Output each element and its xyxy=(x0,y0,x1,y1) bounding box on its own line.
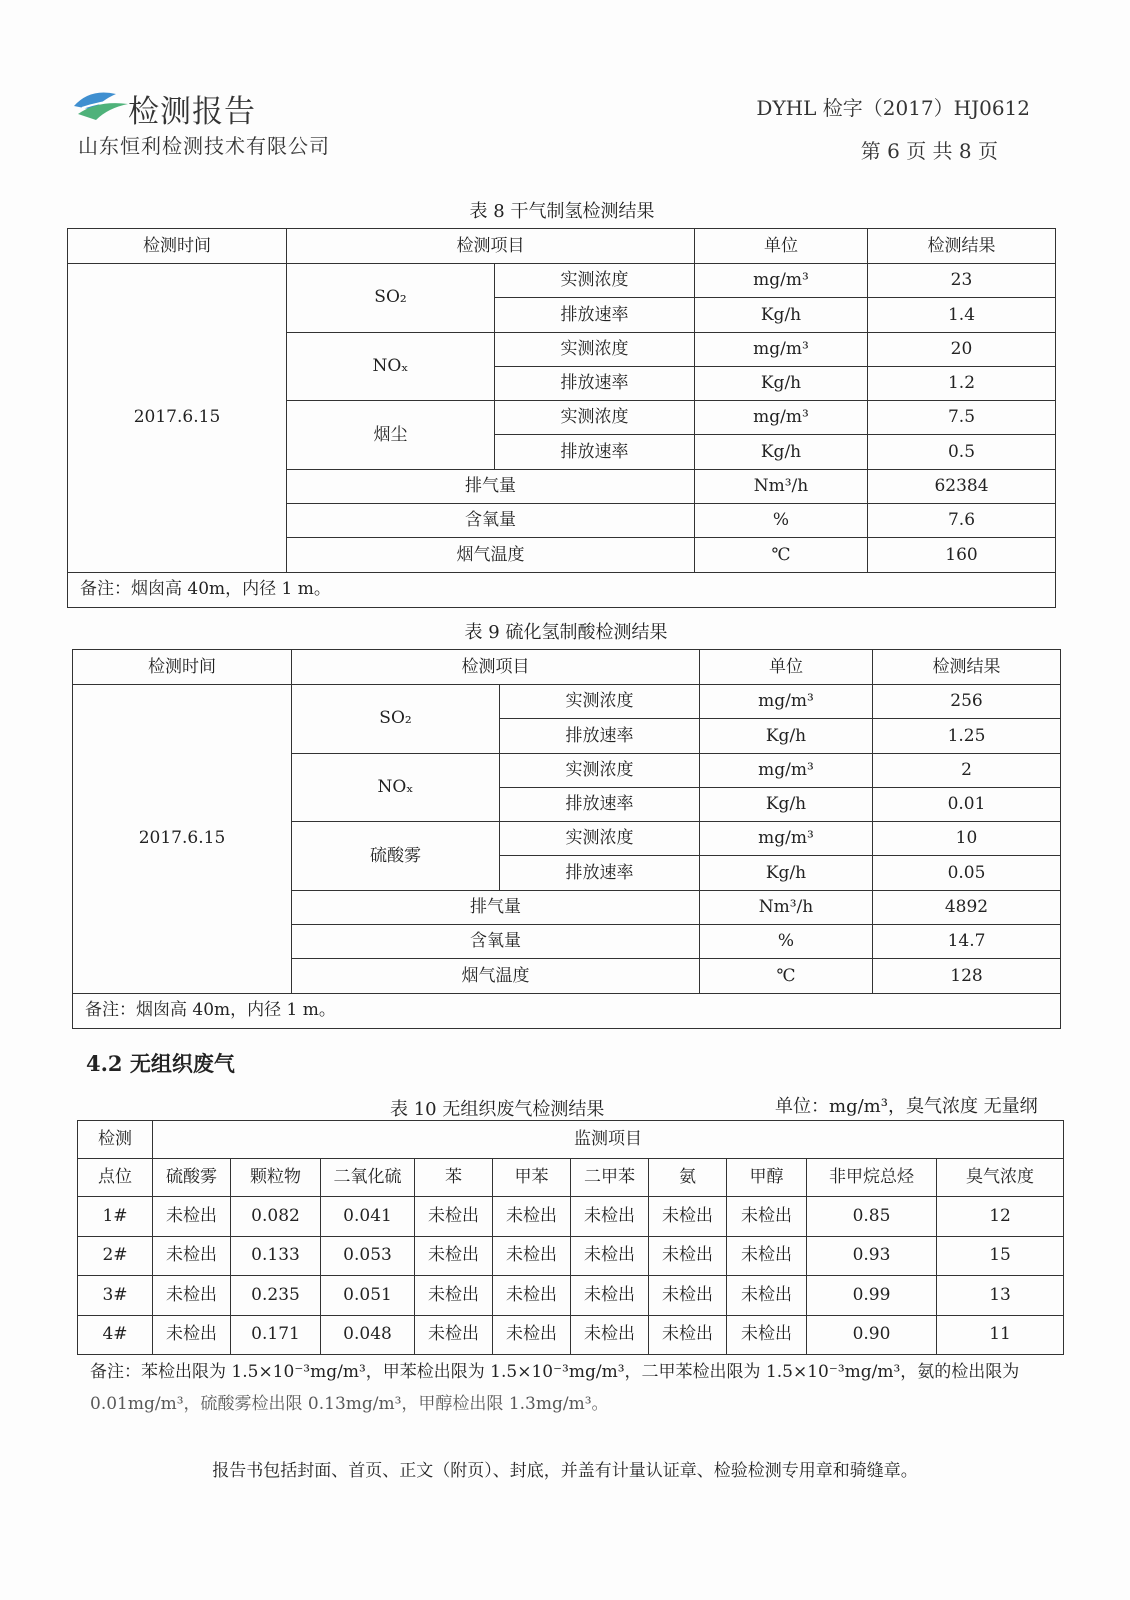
note-row xyxy=(68,572,1056,607)
group-header: 监测项目 xyxy=(153,1121,1064,1159)
point-cell: 2# xyxy=(78,1236,153,1276)
header-row xyxy=(78,1121,1064,1159)
result-cell: 23 xyxy=(868,264,1056,298)
param-name: 排放速率 xyxy=(500,787,700,821)
table10-caption: 表 10 无组织废气检测结果 xyxy=(390,1099,605,1120)
table-row xyxy=(78,1276,1064,1316)
unit-cell: % xyxy=(695,504,868,538)
value-cell: 未检出 xyxy=(727,1197,807,1237)
table10 xyxy=(77,1120,1064,1355)
table-row xyxy=(78,1236,1064,1276)
unit-cell: mg/m³ xyxy=(700,753,873,787)
result-cell: 14.7 xyxy=(873,925,1061,959)
param-name: 排放速率 xyxy=(495,435,695,469)
unit-cell: % xyxy=(700,925,873,959)
unit-cell: ℃ xyxy=(695,538,868,572)
unit-cell: mg/m³ xyxy=(695,401,868,435)
value-cell: 未检出 xyxy=(649,1236,727,1276)
result-cell: 0.01 xyxy=(873,787,1061,821)
table10-note-line2: 0.01mg/m³，硫酸雾检出限 0.13mg/m³，甲醇检出限 1.3mg/m³。 xyxy=(90,1394,609,1414)
table-row xyxy=(68,264,1056,298)
param-name: 排放速率 xyxy=(500,719,700,753)
unit-cell: Kg/h xyxy=(695,298,868,332)
point-header-bottom: 点位 xyxy=(78,1159,153,1197)
unit-cell: mg/m³ xyxy=(700,822,873,856)
item-name: 含氧量 xyxy=(287,504,695,538)
value-cell: 0.048 xyxy=(321,1315,415,1355)
point-cell: 1# xyxy=(78,1197,153,1237)
result-cell: 1.4 xyxy=(868,298,1056,332)
pollutant-name: SO₂ xyxy=(287,264,495,333)
result-cell: 4892 xyxy=(873,890,1061,924)
logo-title: 检测报告 xyxy=(128,94,256,130)
section-title: 4.2 无组织废气 xyxy=(86,1051,235,1076)
header-item: 检测项目 xyxy=(287,229,695,264)
value-cell: 0.133 xyxy=(231,1236,321,1276)
footer-note: 报告书包括封面、首页、正文（附页）、封底，并盖有计量认证章、检验检测专用章和骑缝章。 xyxy=(212,1461,918,1481)
value-cell: 未检出 xyxy=(153,1315,231,1355)
item-name: 烟气温度 xyxy=(292,959,700,993)
value-cell: 未检出 xyxy=(493,1315,571,1355)
table9 xyxy=(72,649,1061,1029)
value-cell: 未检出 xyxy=(153,1197,231,1237)
value-cell: 未检出 xyxy=(153,1276,231,1316)
value-cell: 13 xyxy=(937,1276,1064,1316)
pollutant-name: 烟尘 xyxy=(287,401,495,470)
value-cell: 11 xyxy=(937,1315,1064,1355)
table8 xyxy=(67,228,1056,608)
page-info: 第 6 页 共 8 页 xyxy=(860,139,998,163)
date-cell: 2017.6.15 xyxy=(68,264,287,573)
result-cell: 7.6 xyxy=(868,504,1056,538)
param-name: 实测浓度 xyxy=(495,332,695,366)
table9-caption: 表 9 硫化氢制酸检测结果 xyxy=(464,622,668,643)
note-row xyxy=(73,993,1061,1028)
value-cell: 0.235 xyxy=(231,1276,321,1316)
pollutant-name: SO₂ xyxy=(292,685,500,754)
report-number: DYHL 检字（2017）HJ0612 xyxy=(756,96,1030,120)
result-cell: 160 xyxy=(868,538,1056,572)
date-cell: 2017.6.15 xyxy=(73,685,292,994)
value-cell: 0.85 xyxy=(807,1197,937,1237)
value-cell: 未检出 xyxy=(153,1236,231,1276)
value-cell: 未检出 xyxy=(727,1315,807,1355)
value-cell: 未检出 xyxy=(649,1276,727,1316)
value-cell: 0.082 xyxy=(231,1197,321,1237)
table-note: 备注：烟囱高 40m，内径 1 m。 xyxy=(73,993,1061,1028)
company-name: 山东恒利检测技术有限公司 xyxy=(78,134,330,158)
pollutant-name: NOₓ xyxy=(292,753,500,822)
value-cell: 未检出 xyxy=(571,1197,649,1237)
value-cell: 未检出 xyxy=(493,1236,571,1276)
unit-cell: Nm³/h xyxy=(700,890,873,924)
value-cell: 未检出 xyxy=(727,1236,807,1276)
column-header: 甲醇 xyxy=(727,1159,807,1197)
unit-cell: Kg/h xyxy=(695,366,868,400)
value-cell: 未检出 xyxy=(415,1236,493,1276)
report-header xyxy=(0,0,1130,170)
value-cell: 未检出 xyxy=(493,1276,571,1316)
header-result: 检测结果 xyxy=(873,650,1061,685)
header-row xyxy=(68,229,1056,264)
value-cell: 0.90 xyxy=(807,1315,937,1355)
unit-cell: Kg/h xyxy=(700,856,873,890)
param-name: 实测浓度 xyxy=(495,264,695,298)
param-name: 排放速率 xyxy=(495,366,695,400)
item-name: 排气量 xyxy=(287,469,695,503)
header-row xyxy=(73,650,1061,685)
column-header: 甲苯 xyxy=(493,1159,571,1197)
pollutant-name: 硫酸雾 xyxy=(292,822,500,891)
table10-note-line1: 备注：苯检出限为 1.5×10⁻³mg/m³，甲苯检出限为 1.5×10⁻³mg/m³，二甲苯检出限为 1.5×10⁻³mg/m³，氨的检出限为 xyxy=(90,1362,1020,1382)
value-cell: 0.051 xyxy=(321,1276,415,1316)
table-note: 备注：烟囱高 40m，内径 1 m。 xyxy=(68,572,1056,607)
result-cell: 0.5 xyxy=(868,435,1056,469)
unit-cell: mg/m³ xyxy=(695,264,868,298)
param-name: 实测浓度 xyxy=(500,822,700,856)
header-result: 检测结果 xyxy=(868,229,1056,264)
value-cell: 0.171 xyxy=(231,1315,321,1355)
value-cell: 未检出 xyxy=(649,1315,727,1355)
pollutant-name: NOₓ xyxy=(287,332,495,401)
unit-cell: ℃ xyxy=(700,959,873,993)
value-cell: 未检出 xyxy=(571,1315,649,1355)
column-header: 臭气浓度 xyxy=(937,1159,1064,1197)
result-cell: 20 xyxy=(868,332,1056,366)
value-cell: 0.053 xyxy=(321,1236,415,1276)
result-cell: 7.5 xyxy=(868,401,1056,435)
result-cell: 1.2 xyxy=(868,366,1056,400)
value-cell: 未检出 xyxy=(415,1276,493,1316)
table-row xyxy=(73,685,1061,719)
column-header: 二甲苯 xyxy=(571,1159,649,1197)
table8-caption: 表 8 干气制氢检测结果 xyxy=(469,201,655,222)
unit-cell: Kg/h xyxy=(700,719,873,753)
value-cell: 未检出 xyxy=(727,1276,807,1316)
item-name: 烟气温度 xyxy=(287,538,695,572)
unit-cell: Nm³/h xyxy=(695,469,868,503)
table-row xyxy=(78,1197,1064,1237)
unit-cell: Kg/h xyxy=(695,435,868,469)
value-cell: 未检出 xyxy=(571,1276,649,1316)
unit-cell: mg/m³ xyxy=(700,685,873,719)
value-cell: 12 xyxy=(937,1197,1064,1237)
unit-cell: mg/m³ xyxy=(695,332,868,366)
result-cell: 2 xyxy=(873,753,1061,787)
column-header: 氨 xyxy=(649,1159,727,1197)
point-header-top: 检测 xyxy=(78,1121,153,1159)
result-cell: 0.05 xyxy=(873,856,1061,890)
result-cell: 256 xyxy=(873,685,1061,719)
result-cell: 128 xyxy=(873,959,1061,993)
header-unit: 单位 xyxy=(695,229,868,264)
point-cell: 4# xyxy=(78,1315,153,1355)
result-cell: 10 xyxy=(873,822,1061,856)
header-row xyxy=(78,1159,1064,1197)
header-item: 检测项目 xyxy=(292,650,700,685)
result-cell: 1.25 xyxy=(873,719,1061,753)
value-cell: 15 xyxy=(937,1236,1064,1276)
value-cell: 未检出 xyxy=(571,1236,649,1276)
result-cell: 62384 xyxy=(868,469,1056,503)
header-time: 检测时间 xyxy=(68,229,287,264)
item-name: 含氧量 xyxy=(292,925,700,959)
column-header: 二氧化硫 xyxy=(321,1159,415,1197)
point-cell: 3# xyxy=(78,1276,153,1316)
header-time: 检测时间 xyxy=(73,650,292,685)
value-cell: 未检出 xyxy=(415,1315,493,1355)
table10-unit-note: 单位：mg/m³，臭气浓度 无量纲 xyxy=(775,1096,1038,1117)
value-cell: 未检出 xyxy=(415,1197,493,1237)
value-cell: 0.041 xyxy=(321,1197,415,1237)
table-row xyxy=(78,1315,1064,1355)
param-name: 排放速率 xyxy=(500,856,700,890)
param-name: 实测浓度 xyxy=(495,401,695,435)
column-header: 苯 xyxy=(415,1159,493,1197)
company-logo-icon xyxy=(72,86,130,122)
param-name: 实测浓度 xyxy=(500,753,700,787)
item-name: 排气量 xyxy=(292,890,700,924)
value-cell: 未检出 xyxy=(493,1197,571,1237)
column-header: 非甲烷总烃 xyxy=(807,1159,937,1197)
column-header: 颗粒物 xyxy=(231,1159,321,1197)
value-cell: 未检出 xyxy=(649,1197,727,1237)
unit-cell: Kg/h xyxy=(700,787,873,821)
param-name: 实测浓度 xyxy=(500,685,700,719)
param-name: 排放速率 xyxy=(495,298,695,332)
column-header: 硫酸雾 xyxy=(153,1159,231,1197)
value-cell: 0.93 xyxy=(807,1236,937,1276)
value-cell: 0.99 xyxy=(807,1276,937,1316)
header-unit: 单位 xyxy=(700,650,873,685)
